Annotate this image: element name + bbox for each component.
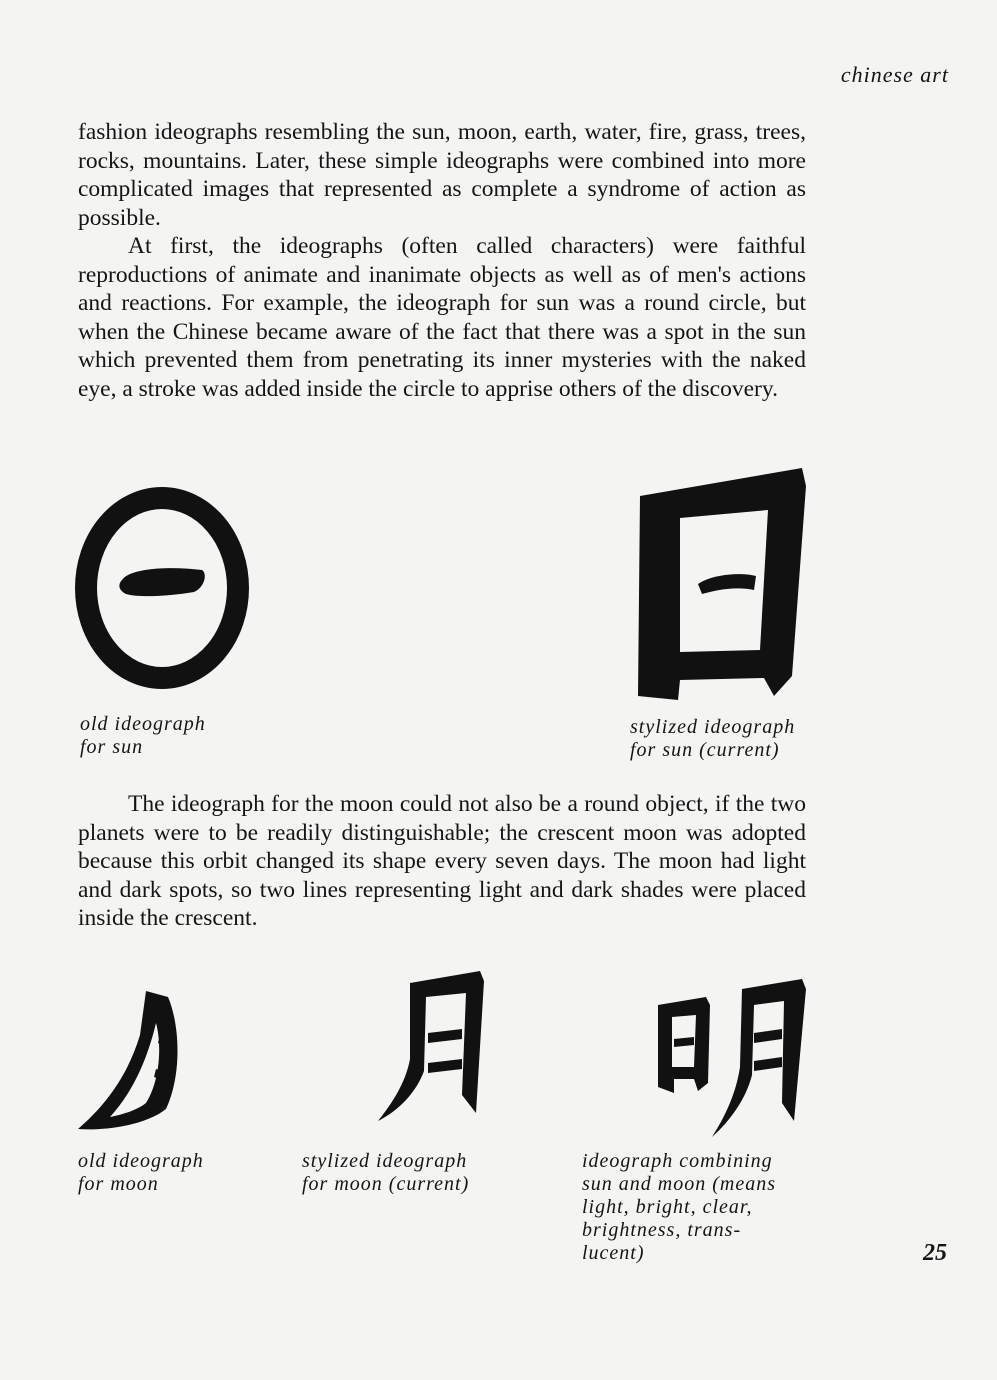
old-sun-ideograph-image (70, 482, 255, 702)
caption-combined-ideograph: ideograph combining sun and moon (means light, bright, clear, brightness, trans- lucent) (582, 1150, 776, 1264)
paragraph-moon: The ideograph for the moon could not also be a round object, if the two planets were to be readily distinguishable; the crescent moon was adopted because this orbit changed its shape every seven days. The moon had light and dark spots, so two lines representing light and dark shades were placed inside the crescent. (78, 791, 806, 932)
caption-stylized-moon: stylized ideograph for moon (current) (302, 1150, 470, 1195)
stylized-moon-ideograph-image (376, 963, 496, 1128)
running-header: chinese art (840, 62, 949, 87)
page-number: 25 (923, 1240, 947, 1266)
stylized-sun-ideograph-image (632, 466, 812, 706)
old-moon-ideograph-image (76, 985, 196, 1135)
caption-old-moon: old ideograph for moon (78, 1150, 204, 1195)
combined-sun-moon-ideograph-image (656, 975, 806, 1140)
paragraph-ideographs-intro: fashion ideographs resembling the sun, moon, earth, water, fire, grass, trees, rocks, mountains. Later, these simple ideographs were combined into more complicated images that represented as complete a syndrome of action as possible. (78, 119, 806, 231)
paragraph-characters: At first, the ideographs (often called characters) were faithful reproductions of animate and inanimate objects as well as of men's actions and reactions. For example, the ideograph for sun was a round circle, but when the Chinese became aware of the fact that there was a spot in the sun which prevented them from penetrating its inner mysteries with the naked eye, a stroke was added inside the circle to apprise others of the discovery. (78, 233, 806, 402)
caption-stylized-sun: stylized ideograph for sun (current) (630, 716, 796, 761)
caption-old-sun: old ideograph for sun (80, 713, 206, 758)
